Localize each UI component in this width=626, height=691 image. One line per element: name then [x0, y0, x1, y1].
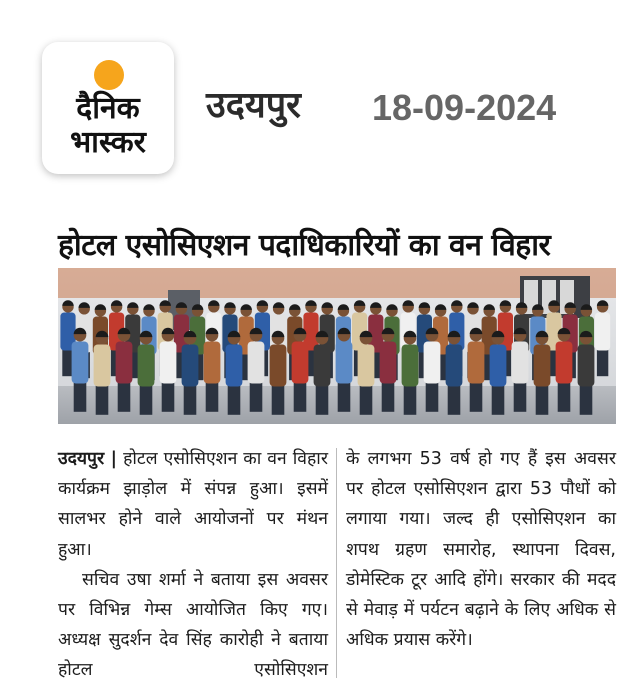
- edition-city: उदयपुर: [206, 85, 301, 126]
- article-dateline: उदयपुर |: [58, 449, 118, 469]
- sun-icon: [94, 60, 124, 90]
- article-paragraph-1: [58, 444, 328, 565]
- article-column-right: [346, 444, 616, 655]
- article-paragraph-1-text: होटल एसोसिएशन का वन विहार कार्यक्रम झाड़ोल में संपन्न हुआ। इसमें सालभर होने वाले आयोजनों पर मंथन हुआ।: [58, 449, 328, 560]
- article-column-left: [58, 444, 328, 686]
- logo-word-2: भास्कर: [70, 125, 146, 160]
- dainik-bhaskar-logo: [42, 42, 174, 174]
- logo-word-1: दैनिक: [76, 91, 140, 126]
- article-paragraph-2: सचिव उषा शर्मा ने बताया इस अवसर पर विभिन्न गेम्स आयोजित किए गए। अध्यक्ष सुदर्शन देव सिंह कारोही ने बताया होटल एसोसिएशन: [58, 569, 328, 681]
- edition-date: 18-09-2024: [372, 87, 557, 128]
- article-headline: होटल एसोसिएशन पदाधिकारियों का वन विहार: [58, 228, 551, 263]
- group-photo: [58, 268, 616, 424]
- group-photo-illustration: [58, 268, 616, 424]
- column-divider: [336, 448, 337, 678]
- article-paragraph-3: के लगभग 53 वर्ष हो गए हैं इस अवसर पर होटल एसोसिएशन द्वारा 53 पौधों को लगाया गया। जल्द ही एसोसिएशन का शपथ ग्रहण समारोह, स्थापना दिवस, डोमेस्टिक टूर आदि होंगे। सरकार की मदद से मेवाड़ में पर्यटन बढ़ाने के लिए अधिक से अधिक प्रयास करेंगे।: [346, 449, 616, 651]
